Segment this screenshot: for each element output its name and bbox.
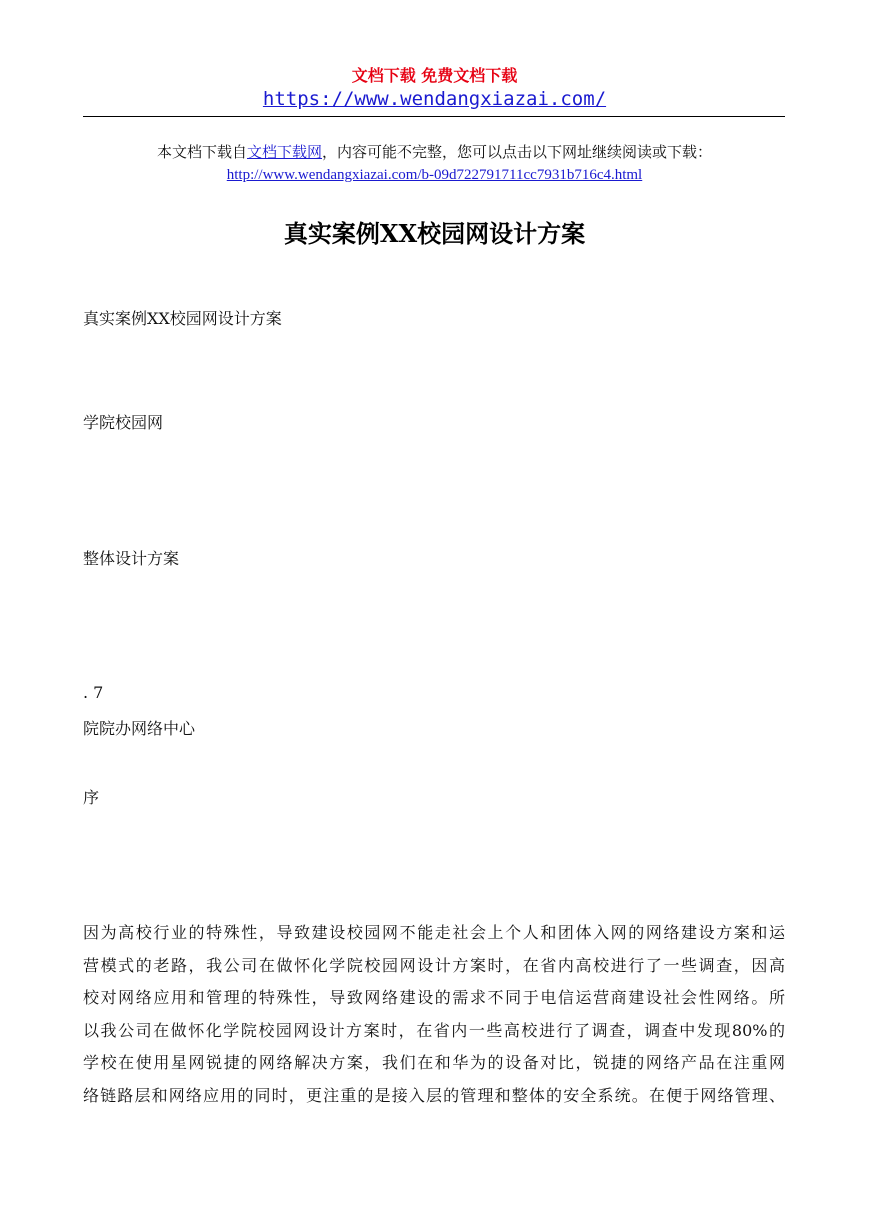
paragraph-line: 校对网络应用和管理的特殊性，导致网络建设的需求不同于电信运营商建设社会性网络。所	[83, 988, 785, 1007]
section-number: . 7	[83, 683, 104, 702]
school-name: 学院校园网	[83, 413, 164, 432]
document-subtitle: 真实案例XX校园网设计方案	[83, 309, 282, 328]
notice-site-link[interactable]: 文档下载网	[246, 143, 322, 161]
download-notice	[0, 141, 869, 163]
site-url-link[interactable]: https://www.wendangxiazai.com/	[262, 88, 607, 110]
site-name: 文档下载 免费文档下载	[351, 66, 518, 85]
paragraph-line: 学校在使用星网锐捷的网络解决方案，我们在和华为的设备对比，锐捷的网络产品在注重网	[83, 1053, 785, 1072]
body-paragraph	[83, 917, 785, 1112]
paragraph-line: 以我公司在做怀化学院校园网设计方案时，在省内一些高校进行了调查，调查中发现80%的	[83, 1020, 785, 1040]
paragraph-line: 营模式的老路，我公司在做怀化学院校园网设计方案时，在省内高校进行了一些调查，因高	[83, 955, 785, 975]
paragraph-line: 络链路层和网络应用的同时，更注重的是接入层的管理和整体的安全系统。在便于网络管理、	[83, 1085, 785, 1105]
plan-heading: 整体设计方案	[83, 549, 180, 568]
notice-suffix: ，内容可能不完整，您可以点击以下网址继续阅读或下载：	[322, 143, 713, 161]
notice-prefix: 本文档下载自	[156, 143, 247, 161]
header-divider	[83, 116, 785, 117]
paragraph-line: 因为高校行业的特殊性，导致建设校园网不能走社会上个人和团体入网的网络建设方案和运	[83, 923, 785, 942]
preface-heading: 序	[83, 788, 100, 807]
department-name: 院院办网络中心	[83, 719, 196, 738]
document-url-link[interactable]: http://www.wendangxiazai.com/b-09d722791711cc7931b716c4.html	[226, 167, 643, 183]
document-title: 真实案例XX校园网设计方案	[283, 219, 586, 248]
